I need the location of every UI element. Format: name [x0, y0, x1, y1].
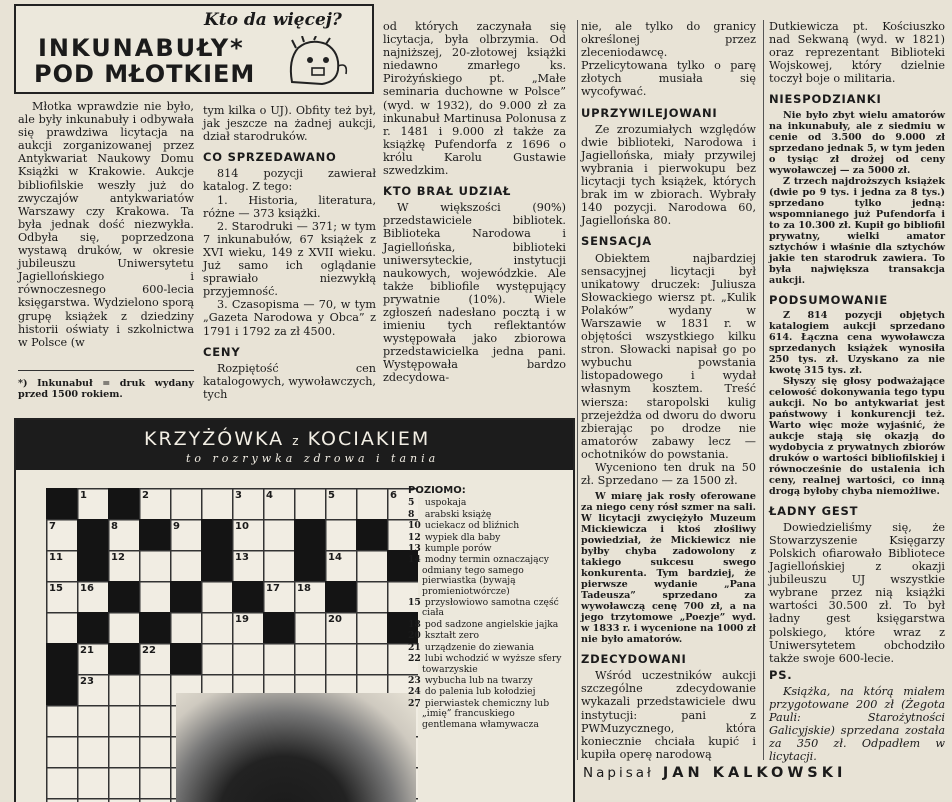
grid-number: 23	[80, 676, 94, 687]
clue-number: 27	[408, 697, 421, 709]
clue-item	[408, 521, 568, 531]
grid-number: 21	[80, 645, 94, 656]
black-cell	[139, 612, 170, 643]
black-cell	[325, 581, 356, 612]
section-heading: SENSACJA	[581, 234, 652, 249]
black-cell	[356, 519, 387, 550]
kicker: Kto da więcej?	[204, 10, 342, 30]
clue-item	[408, 555, 568, 597]
section-heading: ZDECYDOWANI	[581, 652, 687, 667]
black-cell	[294, 550, 325, 581]
black-cell	[46, 488, 77, 519]
column-rule	[763, 20, 764, 760]
paragraph: W większości (90%) przedstawiciele bibliotek. Biblioteka Narodowa i Jagiellońska, biblioteki uniwersyteckie, instytucji naukowych, wojewódzkie. Ale także bibliofile występujący prywatnie (10%). Wiele zgłoszeń nadesłano pocztą i w imieniu tych reflektantów występowała jako zbiorowa przedstawicielka jedna pani. Występowała bardzo zdecydowa-	[383, 201, 566, 385]
clue-number: 14	[408, 554, 421, 566]
black-cell	[170, 581, 201, 612]
grid-number: 11	[49, 552, 63, 563]
black-cell	[46, 674, 77, 705]
column-2	[203, 104, 376, 401]
section-heading: CO SPRZEDAWANO	[203, 150, 337, 165]
clue-number: 23	[408, 674, 421, 686]
small-print-paragraph: Słyszy się głosy podważające celowość dokonywania tego typu aukcji. No bo antykwariat jest państwowy i konkurencji też. Warto więc może wyjaśnić, że aukcje stają się okazją do wydobycia z prywatnych zbiorów druków o wartości bibliofilskiej i równocześnie do ustalenia ich ceny, realnej wartości, co inną drogą byłoby chyba niemożliwe.	[769, 375, 945, 497]
black-cell	[232, 581, 263, 612]
paragraph: tym kilka o UJ). Obfity też był, jak jeszcze na żadnej aukcji, dział starodruków.	[203, 104, 376, 144]
black-cell	[201, 550, 232, 581]
small-print-paragraph: W miarę jak rosły oferowane za niego ceny rósł szmer na sali. W licytacji zwyciężyło Muzeum Mickiewicza i ktoś złośliwy powiedział, że Mickiewicz nie byłby chyba zadowolony z takiego sukcesu swego konkurenta. Tym bardziej, że pierwsze wydanie „Pana Tadeusza” sprzedano za wywoławczą cenę 700 zł, a na jego trzytomowe „Poezje” wyd. w 1833 r. i wycenione na 1000 zł nie było amatorów.	[581, 491, 756, 646]
clues-heading: POZIOMO:	[408, 485, 466, 496]
grid-number: 15	[49, 583, 63, 594]
black-cell	[77, 519, 108, 550]
grid-number: 14	[328, 552, 342, 563]
section-heading: UPRZYWILEJOWANI	[581, 105, 718, 120]
paragraph: nie, ale tylko do granicy określonej przez zleceniodawcę. Przelicytowana tylko o parę złotych musiała się wycofywać.	[581, 20, 756, 99]
grid-number: 1	[80, 490, 87, 501]
section-heading: ŁADNY GEST	[769, 503, 859, 518]
crossword-grid[interactable]	[46, 488, 418, 802]
clue-text: do palenia lub kołodziej	[422, 686, 536, 698]
clue-item	[408, 643, 568, 653]
list-item: 1. Historia, literatura, różne — 373 książki.	[203, 193, 376, 220]
paragraph: Wyceniono ten druk na 50 zł. Sprzedano — za 1500 zł.	[581, 461, 756, 488]
grid-number: 20	[328, 614, 342, 625]
clue-number: 8	[408, 508, 415, 520]
black-cell	[263, 612, 294, 643]
clue-text: modny termin oznaczający odmiany tego samego pierwiastka (bywają promieniotwórcze)	[422, 554, 549, 597]
paragraph: Ze zrozumiałych względów dwie biblioteki, Narodowa i Jagiellońska, miały przywilej wybrania i pierwokupu bez licytacji tych książek, których brak im w zbiorach. Wybrały 140 pozycji. Narodowa 60, Jagiellońska 80.	[581, 122, 756, 228]
grid-number: 16	[80, 583, 94, 594]
small-print-paragraph: Z 814 pozycji objętych katalogiem aukcji sprzedano 614. Łączna cena wywoławcza sprzedanych książek wynosiła 250 tys. zł. Uzyskano za nie kwotę 315 tys. zł.	[769, 309, 945, 376]
grid-number: 12	[111, 552, 125, 563]
grid-number: 7	[49, 521, 56, 532]
clue-text: urządzenie do ziewania	[422, 641, 535, 653]
paragraph: Wśród uczestników aukcji szczególne zdecydowanie wykazali przedstawiciele dwu instytucji: pani z PWMuzycznego, która koniecznie chciała kupić i kupiła operę narodową	[581, 669, 756, 761]
clue-text: przysłowiowo samotna część ciała	[422, 597, 559, 619]
column-rule	[577, 20, 578, 760]
crossword-title-end: KOCIAKIEM	[307, 428, 431, 450]
clue-item	[408, 687, 568, 697]
crossword-title-z: z	[292, 434, 300, 448]
clue-item	[408, 699, 568, 730]
grid-number: 17	[266, 583, 280, 594]
clue-text: uspokaja	[422, 497, 467, 509]
list-item: 3. Czasopisma — 70, w tym „Gazeta Narodowa y Obca” z 1791 i 1792 za zł 4500.	[203, 298, 376, 338]
footnote	[18, 378, 194, 400]
author-name: JAN KALKOWSKI	[662, 765, 847, 781]
clue-number: 22	[408, 653, 421, 665]
paragraph: Obiektem najbardziej sensacyjnej licytacji był unikatowy druczek: Juliusza Słowackiego wiersz pt. „Kulik Polaków” wydany w Warszawie w 1831 r. w objętości wszystkiego kilku stron. Słowacki napisał go po wybuchu powstania listopadowego i wydał własnym kosztem. Treść wiersza: staropolski kulig przejeżdża od dworu do dworu zbierając po drodze nie amatorów zabawy lecz — ochotników do powstania.	[581, 251, 756, 461]
clue-number: 24	[408, 686, 421, 698]
cartoon-face-icon	[282, 36, 352, 88]
clue-item	[408, 620, 568, 630]
clue-number: 20	[408, 630, 421, 642]
clue-item	[408, 533, 568, 543]
paragraph: Dutkiewicza pt. Kościuszko nad Sekwaną (wyd. w 1821) oraz reprezentant Biblioteki Wojskowej, który dzielnie toczył boje o militaria.	[769, 20, 945, 86]
grid-number: 8	[111, 521, 118, 532]
crossword-box	[14, 418, 575, 802]
section-heading: KTO BRAŁ UDZIAŁ	[383, 184, 512, 199]
clue-item	[408, 676, 568, 686]
grid-number: 22	[142, 645, 156, 656]
black-cell	[108, 581, 139, 612]
clue-text: pod sadzone angielskie jajka	[422, 618, 559, 630]
clue-number: 13	[408, 543, 421, 555]
clue-item	[408, 510, 568, 520]
column-3	[383, 20, 566, 385]
clue-item	[408, 498, 568, 508]
crossword-subtitle: to rozrywka zdrowa i tania	[186, 452, 440, 465]
grid-number: 6	[390, 490, 397, 501]
clue-item	[408, 654, 568, 675]
black-cell	[201, 519, 232, 550]
section-heading: CENY	[203, 344, 241, 359]
black-cell	[170, 643, 201, 674]
headline-line-1: INKUNABUŁY*	[38, 34, 245, 62]
clue-text: uciekacz od bliźnich	[422, 520, 520, 532]
clue-number: 21	[408, 641, 421, 653]
column-4	[581, 20, 756, 761]
clue-number: 10	[408, 520, 421, 532]
lead-paragraph: Młotka wprawdzie nie było, ale były inkunabuły i odbywała się prawdziwa licytacja na aukcji zorganizowanej przez Antykwariat Naukowy Domu Książki w Krakowie. Aukcje bibliofilskie weszły już do zwyczajów antykwariatów Warszawy czy Krakowa. Ta była jednak dość niezwykła. Odbyła się, poprzedzona wystawą druków, w okresie jubileuszu Uniwersytetu Jagiellońskiego i równoczesnego 600-lecia księgarstwa. Wydzielono sporą grupę książek z dziedziny historii oświaty i szkolnictwa w Polsce (w	[18, 100, 194, 349]
crossword-title-main: KRZYŻÓWKA	[144, 428, 285, 450]
paragraph: Rozpiętość cen katalogowych, wywoławczych, tych	[203, 361, 376, 401]
black-cell	[108, 643, 139, 674]
list-item: 2. Starodruki — 371; w tym 7 inkunabułów, 67 książek z XVI wieku, 149 z XVII wieku. Już samo ich oglądanie sprawiało niezwykłą przyjemność.	[203, 219, 376, 299]
clue-text: wypiek dla baby	[422, 531, 501, 543]
clue-text: wybucha lub na twarzy	[422, 674, 533, 686]
clue-list	[408, 486, 568, 731]
article-title-box	[14, 4, 374, 94]
crossword-title-bar	[16, 420, 573, 470]
grid-number: 19	[235, 614, 249, 625]
grid-number: 5	[328, 490, 335, 501]
clue-text: lubi wchodzić w wyższe sfery towarzyskie	[422, 653, 562, 675]
section-heading: NIESPODZIANKI	[769, 92, 882, 107]
footnote-text: *) Inkunabuł = druk wydany przed 1500 rokiem.	[18, 378, 194, 400]
black-cell	[294, 519, 325, 550]
grid-number: 18	[297, 583, 311, 594]
clue-item	[408, 544, 568, 554]
grid-number: 9	[173, 521, 180, 532]
grid-number: 10	[235, 521, 249, 532]
clue-text: kształt zero	[422, 630, 480, 642]
clue-number: 5	[408, 497, 415, 509]
ps-heading: PS.	[769, 667, 793, 682]
section-heading: PODSUMOWANIE	[769, 292, 889, 307]
grid-number: 4	[266, 490, 273, 501]
footnote-divider	[18, 370, 194, 371]
byline-prefix: Napisał	[583, 765, 654, 781]
grid-number: 13	[235, 552, 249, 563]
clue-number: 15	[408, 597, 421, 609]
clue-item	[408, 598, 568, 619]
clue-item	[408, 631, 568, 641]
byline	[583, 765, 952, 781]
black-cell	[77, 612, 108, 643]
paragraph: 814 pozycji zawierał katalog. Z tego:	[203, 167, 376, 194]
clue-number: 12	[408, 531, 421, 543]
paragraph: Dowiedzieliśmy się, że Stowarzyszenie Księgarzy Polskich ofiarowało Bibliotece Jagiellońskiej z okazji jubileuszu UJ wszystkie wybrane przez nią książki wartości 30.500 zł. To był ładny gest księgarstwa polskiego, które wraz z Uniwersytetem obchodziło także swoje 600-lecie.	[769, 520, 945, 665]
black-cell	[139, 519, 170, 550]
small-print-paragraph: Z trzech najdroższych książek (dwie po 9 tys. i jedna za 8 tys.) sprzedano tylko jedną: wspomnianego już Pufendorfa i to za 10.300 zł. Kupił go bibliofil prywatny, wielki amator sztychów i właśnie dla sztychów jakie ten starodruk zawiera. To była największa transakcja aukcji.	[769, 175, 945, 286]
crossword-title	[144, 428, 430, 450]
black-cell	[77, 550, 108, 581]
black-cell	[108, 488, 139, 519]
paragraph: od których zaczynała się licytacja, była olbrzymia. Od najniższej, 20-złotowej książki niedawno zmarłego ks. Pirożyńskiego pt. „Małe seminaria duchowne w Polsce” (wyd. w 1932), do 9.000 zł za inkunabuł Martinusa Polonusa z r. 1481 i 9.000 zł także za książkę Pufendorfa z 1696 o królu Karolu Gustawie szwedzkim.	[383, 20, 566, 178]
grid-number: 2	[142, 490, 149, 501]
kitten-photo	[176, 693, 416, 802]
small-print-paragraph: Nie było zbyt wielu amatorów na inkunabuły, ale z siedmiu w cenie od 3.500 do 9.000 zł sprzedano jednak 5, w tym jeden o tysiąc zł drożej od ceny wywoławczej — za 5000 zł.	[769, 109, 945, 176]
clue-text: pierwiastek chemiczny lub „imię” francuskiego gentlemana włamywacza	[422, 697, 550, 730]
headline-line-2: POD MŁOTKIEM	[34, 60, 256, 88]
black-cell	[46, 643, 77, 674]
clue-text: kumple porów	[422, 543, 492, 555]
column-5	[769, 20, 945, 763]
clue-text: arabski książę	[422, 508, 492, 520]
ps-paragraph: Książka, na którą miałem przygotowane 200 zł (Żegota Pauli: Starożytności Galicyjskie) sprzedana została za 350 zł. Odpadłem w licytacji.	[769, 684, 945, 764]
grid-number: 3	[235, 490, 242, 501]
clue-number: 18	[408, 618, 421, 630]
column-1	[18, 100, 194, 349]
